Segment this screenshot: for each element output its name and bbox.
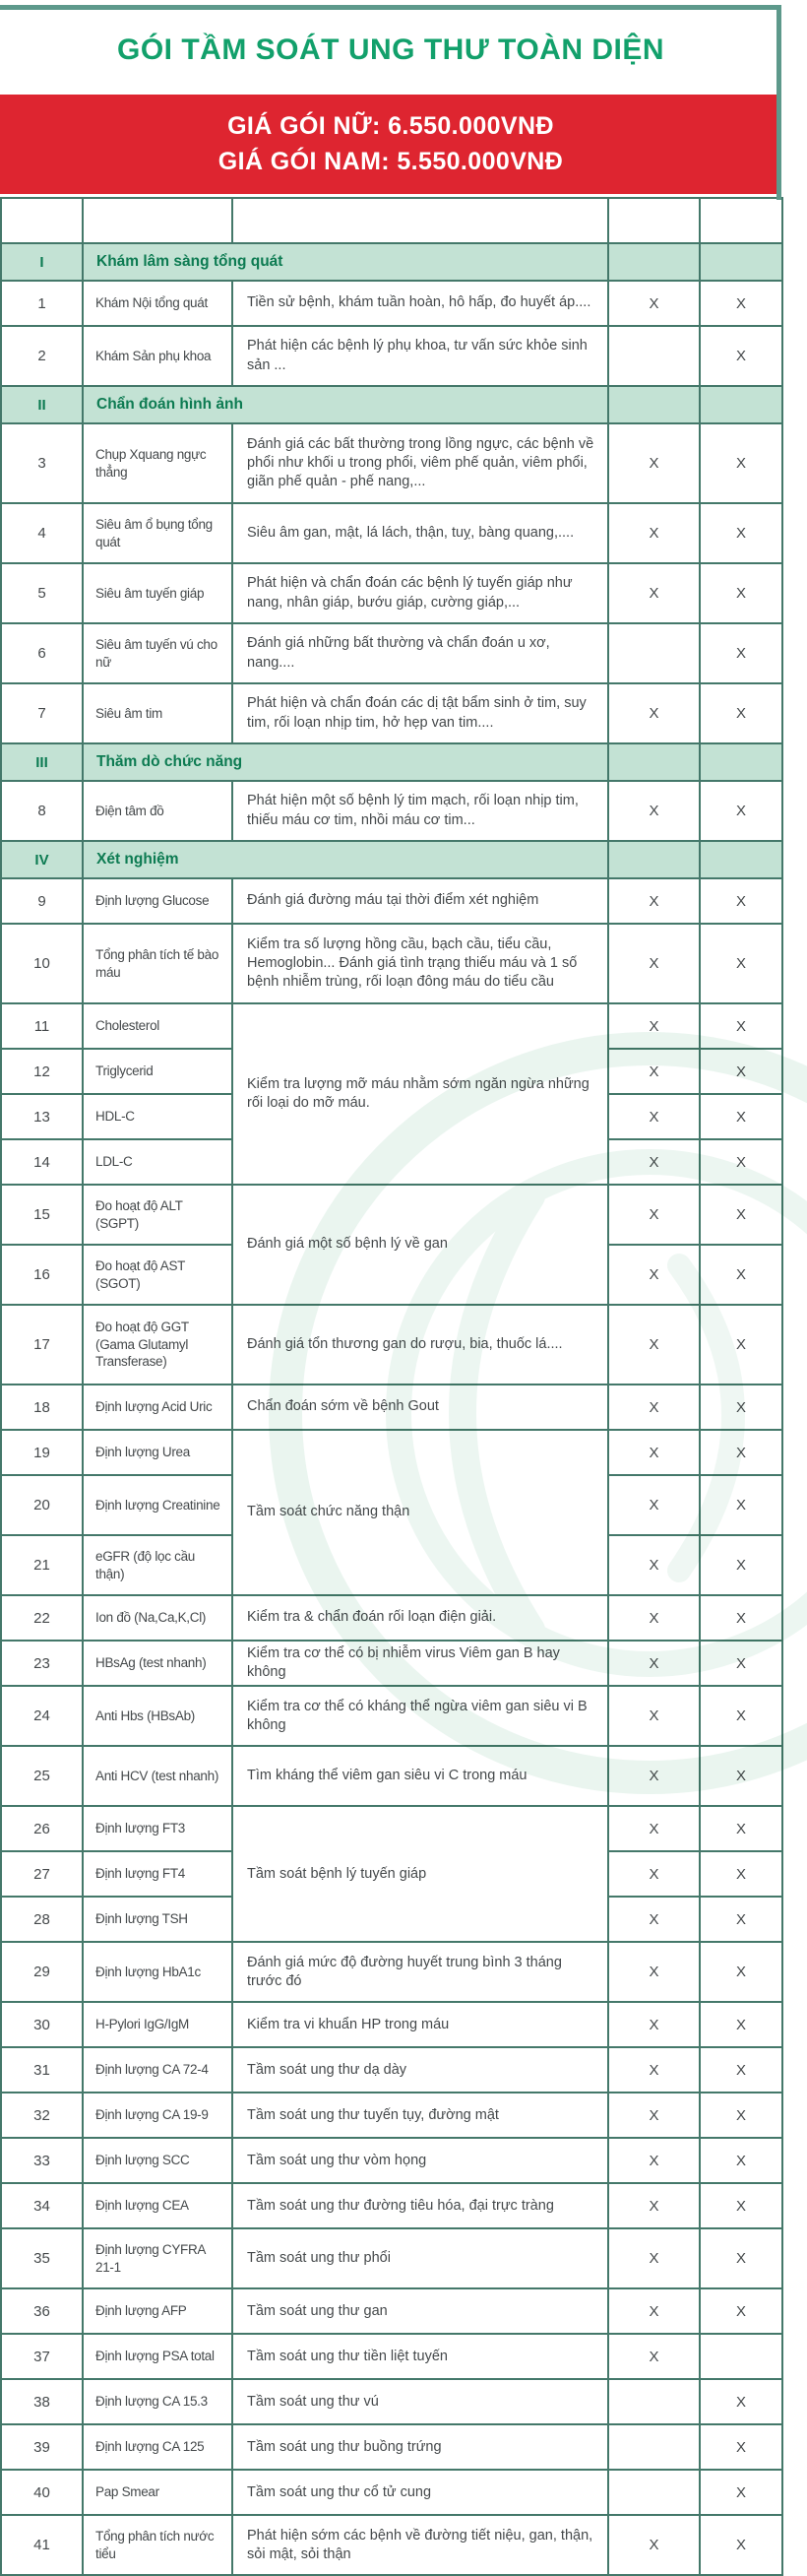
- meaning-cell: Tầm soát ung thư buồng trứng: [232, 2424, 608, 2470]
- stt-cell: 14: [1, 1139, 83, 1185]
- nam-cell: X: [608, 1535, 700, 1595]
- nu-cell: X: [700, 1245, 782, 1305]
- stt-cell: 38: [1, 2379, 83, 2424]
- right-edge-strip: [776, 5, 781, 200]
- nam-cell: X: [608, 1185, 700, 1245]
- meaning-cell: Đánh giá các bất thường trong lồng ngực, các bệnh về phổi như khối u trong phổi, viêm phế quản, viêm phổi, giãn phế quản - phế nang,...: [232, 423, 608, 503]
- nu-cell: X: [700, 1139, 782, 1185]
- table-row: [1, 1185, 782, 1245]
- category-cell: Định lượng Creatinine: [83, 1475, 232, 1535]
- meaning-cell: Đánh giá tổn thương gan do rượu, bia, thuốc lá....: [232, 1305, 608, 1385]
- category-cell: Khám Sản phụ khoa: [83, 326, 232, 386]
- category-cell: Đo hoạt độ ALT (SGPT): [83, 1185, 232, 1245]
- stt-cell: 10: [1, 924, 83, 1003]
- nam-cell: X: [608, 1897, 700, 1942]
- nu-cell: X: [700, 2379, 782, 2424]
- stt-cell: 37: [1, 2334, 83, 2379]
- section-row: [1, 743, 782, 781]
- stt-cell: 34: [1, 2183, 83, 2228]
- table-row: [1, 1430, 782, 1475]
- stt-cell: 15: [1, 1185, 83, 1245]
- nam-cell: X: [608, 1094, 700, 1139]
- category-cell: Định lượng PSA total: [83, 2334, 232, 2379]
- nu-cell: X: [700, 1746, 782, 1806]
- meaning-cell: Tầm soát ung thư gan: [232, 2288, 608, 2334]
- meaning-cell: Tầm soát bệnh lý tuyến giáp: [232, 1806, 608, 1942]
- nu-cell: X: [700, 2002, 782, 2047]
- meaning-cell: Tầm soát ung thư vú: [232, 2379, 608, 2424]
- stt-cell: 35: [1, 2228, 83, 2288]
- stt-cell: 4: [1, 503, 83, 563]
- category-cell: Tổng phân tích tế bào máu: [83, 924, 232, 1003]
- nam-cell: X: [608, 503, 700, 563]
- top-edge-strip: [0, 5, 781, 10]
- stt-cell: 22: [1, 1595, 83, 1641]
- nam-cell: X: [608, 1139, 700, 1185]
- nu-cell: X: [700, 878, 782, 924]
- nam-cell: [608, 841, 700, 878]
- table-row: [1, 781, 782, 841]
- nam-cell: X: [608, 2138, 700, 2183]
- nam-cell: X: [608, 423, 700, 503]
- table-row: [1, 2334, 782, 2379]
- page-title: GÓI TẦM SOÁT UNG THƯ TOÀN DIỆN: [117, 32, 664, 66]
- nu-cell: X: [700, 2138, 782, 2183]
- screening-table-body: [1, 243, 782, 2575]
- category-cell: Định lượng AFP: [83, 2288, 232, 2334]
- meaning-cell: Tầm soát ung thư tiền liệt tuyến: [232, 2334, 608, 2379]
- nu-cell: X: [700, 2093, 782, 2138]
- stt-cell: 1: [1, 281, 83, 326]
- stt-cell: 8: [1, 781, 83, 841]
- meaning-cell: Kiểm tra cơ thể có kháng thể ngừa viêm gan siêu vi B không: [232, 1686, 608, 1746]
- section-number-cell: I: [1, 243, 83, 281]
- meaning-cell: Kiểm tra cơ thể có bị nhiễm virus Viêm gan B hay không: [232, 1641, 608, 1686]
- nu-cell: X: [700, 1475, 782, 1535]
- category-cell: Điện tâm đồ: [83, 781, 232, 841]
- stt-cell: 23: [1, 1641, 83, 1686]
- stt-cell: 31: [1, 2047, 83, 2093]
- category-cell: HBsAg (test nhanh): [83, 1641, 232, 1686]
- nam-cell: [608, 2379, 700, 2424]
- stt-cell: 36: [1, 2288, 83, 2334]
- section-number-cell: IV: [1, 841, 83, 878]
- nu-cell: X: [700, 2515, 782, 2575]
- table-row: [1, 1806, 782, 1851]
- nam-cell: X: [608, 1746, 700, 1806]
- nu-cell: X: [700, 1094, 782, 1139]
- stt-cell: 11: [1, 1003, 83, 1049]
- table-row: [1, 2047, 782, 2093]
- stt-cell: 19: [1, 1430, 83, 1475]
- table-row: [1, 1385, 782, 1430]
- category-cell: Anti HCV (test nhanh): [83, 1746, 232, 1806]
- nam-cell: X: [608, 1049, 700, 1094]
- nam-cell: [608, 743, 700, 781]
- nu-cell: [700, 243, 782, 281]
- nam-cell: X: [608, 1245, 700, 1305]
- nu-cell: X: [700, 1942, 782, 2002]
- category-cell: LDL-C: [83, 1139, 232, 1185]
- nam-cell: X: [608, 2515, 700, 2575]
- nam-cell: X: [608, 1641, 700, 1686]
- category-cell: H-Pylori IgG/IgM: [83, 2002, 232, 2047]
- meaning-cell: Siêu âm gan, mật, lá lách, thận, tuỵ, bàng quang,....: [232, 503, 608, 563]
- nu-cell: X: [700, 1897, 782, 1942]
- nu-cell: X: [700, 1851, 782, 1897]
- table-row: [1, 503, 782, 563]
- nam-cell: X: [608, 2093, 700, 2138]
- table-row: [1, 2093, 782, 2138]
- table-row: [1, 1305, 782, 1385]
- section-row: [1, 243, 782, 281]
- category-cell: Định lượng TSH: [83, 1897, 232, 1942]
- table-row: [1, 2288, 782, 2334]
- table-row: [1, 2228, 782, 2288]
- category-cell: Định lượng Glucose: [83, 878, 232, 924]
- category-cell: Định lượng CA 15.3: [83, 2379, 232, 2424]
- table-row: [1, 2424, 782, 2470]
- table-row: [1, 2379, 782, 2424]
- nam-cell: X: [608, 1430, 700, 1475]
- category-cell: Triglycerid: [83, 1049, 232, 1094]
- table-row: [1, 563, 782, 623]
- category-cell: Cholesterol: [83, 1003, 232, 1049]
- stt-cell: 5: [1, 563, 83, 623]
- stt-cell: 21: [1, 1535, 83, 1595]
- category-cell: Chụp Xquang ngực thẳng: [83, 423, 232, 503]
- meaning-cell: Tầm soát ung thư phổi: [232, 2228, 608, 2288]
- stt-cell: 33: [1, 2138, 83, 2183]
- meaning-cell: Chẩn đoán sớm về bệnh Gout: [232, 1385, 608, 1430]
- meaning-cell: Tiền sử bệnh, khám tuần hoàn, hô hấp, đo huyết áp....: [232, 281, 608, 326]
- page-root: [0, 5, 781, 2562]
- nam-cell: X: [608, 1003, 700, 1049]
- stt-cell: 9: [1, 878, 83, 924]
- section-label-cell: Thăm dò chức năng: [83, 743, 608, 781]
- meaning-cell: Đánh giá mức độ đường huyết trung bình 3 tháng trước đó: [232, 1942, 608, 2002]
- category-cell: Định lượng CYFRA 21-1: [83, 2228, 232, 2288]
- meaning-cell: Đánh giá đường máu tại thời điểm xét nghiệm: [232, 878, 608, 924]
- meaning-cell: Kiểm tra vi khuẩn HP trong máu: [232, 2002, 608, 2047]
- nam-cell: X: [608, 1806, 700, 1851]
- meaning-cell: Tầm soát ung thư tuyến tụy, đường mật: [232, 2093, 608, 2138]
- stt-cell: 16: [1, 1245, 83, 1305]
- category-cell: Định lượng CA 72-4: [83, 2047, 232, 2093]
- nam-cell: [608, 243, 700, 281]
- stt-cell: 28: [1, 1897, 83, 1942]
- category-cell: Định lượng HbA1c: [83, 1942, 232, 2002]
- nu-cell: X: [700, 683, 782, 743]
- meaning-cell: Phát hiện và chẩn đoán các bệnh lý tuyến giáp như nang, nhân giáp, bướu giáp, cường giáp,...: [232, 563, 608, 623]
- nam-cell: X: [608, 2334, 700, 2379]
- meaning-cell: Kiểm tra số lượng hồng cầu, bạch cầu, tiểu cầu, Hemoglobin... Đánh giá tình trạng thiếu máu và 1 số bệnh nhiễm trùng, rối loạn đông máu do tiểu cầu: [232, 924, 608, 1003]
- nu-cell: X: [700, 423, 782, 503]
- table-row: [1, 924, 782, 1003]
- nu-cell: X: [700, 326, 782, 386]
- nu-cell: X: [700, 1806, 782, 1851]
- nam-cell: X: [608, 1595, 700, 1641]
- meaning-cell: Tầm soát chức năng thận: [232, 1430, 608, 1595]
- nam-cell: X: [608, 1305, 700, 1385]
- stt-cell: 13: [1, 1094, 83, 1139]
- section-number-cell: II: [1, 386, 83, 423]
- stt-cell: 6: [1, 623, 83, 683]
- table-row: [1, 2183, 782, 2228]
- nu-cell: X: [700, 924, 782, 1003]
- nam-cell: X: [608, 281, 700, 326]
- nu-cell: X: [700, 2288, 782, 2334]
- nam-cell: X: [608, 1851, 700, 1897]
- nu-cell: X: [700, 2047, 782, 2093]
- table-row: [1, 1641, 782, 1686]
- meaning-cell: Tầm soát ung thư dạ dày: [232, 2047, 608, 2093]
- table-header-row: [1, 198, 782, 243]
- stt-cell: 3: [1, 423, 83, 503]
- price-line-male: GIÁ GÓI NAM: 5.550.000VNĐ: [217, 148, 564, 175]
- table-row: [1, 1595, 782, 1641]
- meaning-cell: Kiểm tra lượng mỡ máu nhằm sớm ngăn ngừa những rối loại do mỡ máu.: [232, 1003, 608, 1185]
- nu-cell: X: [700, 2228, 782, 2288]
- screening-table: [0, 197, 783, 2576]
- meaning-cell: Phát hiện sớm các bệnh về đường tiết niệu, gan, thận, sỏi mật, sỏi thận: [232, 2515, 608, 2575]
- category-cell: Đo hoạt độ GGT (Gama Glutamyl Transferase): [83, 1305, 232, 1385]
- table-row: [1, 423, 782, 503]
- stt-cell: 24: [1, 1686, 83, 1746]
- table-row: [1, 1003, 782, 1049]
- table-row: [1, 281, 782, 326]
- table-row: [1, 1746, 782, 1806]
- category-cell: Siêu âm tim: [83, 683, 232, 743]
- meaning-cell: Phát hiện một số bệnh lý tim mạch, rối loạn nhịp tim, thiếu máu cơ tim, nhồi máu cơ tim...: [232, 781, 608, 841]
- column-header-nu: NỮ: [700, 198, 782, 243]
- stt-cell: 39: [1, 2424, 83, 2470]
- category-cell: Định lượng CEA: [83, 2183, 232, 2228]
- nu-cell: X: [700, 281, 782, 326]
- meaning-cell: Tầm soát ung thư đường tiêu hóa, đại trực tràng: [232, 2183, 608, 2228]
- nu-cell: X: [700, 1595, 782, 1641]
- category-cell: Khám Nội tổng quát: [83, 281, 232, 326]
- stt-cell: 29: [1, 1942, 83, 2002]
- nu-cell: X: [700, 1385, 782, 1430]
- stt-cell: 20: [1, 1475, 83, 1535]
- table-row: [1, 2470, 782, 2515]
- table-row: [1, 1686, 782, 1746]
- nu-cell: X: [700, 2470, 782, 2515]
- nu-cell: X: [700, 1049, 782, 1094]
- nam-cell: X: [608, 2183, 700, 2228]
- nam-cell: X: [608, 2002, 700, 2047]
- table-row: [1, 683, 782, 743]
- nu-cell: X: [700, 2183, 782, 2228]
- nam-cell: [608, 623, 700, 683]
- table-row: [1, 623, 782, 683]
- nu-cell: X: [700, 1185, 782, 1245]
- nam-cell: X: [608, 1686, 700, 1746]
- section-label-cell: Chẩn đoán hình ảnh: [83, 386, 608, 423]
- meaning-cell: Phát hiện các bệnh lý phụ khoa, tư vấn sức khỏe sinh sản ...: [232, 326, 608, 386]
- nam-cell: [608, 2470, 700, 2515]
- nam-cell: X: [608, 563, 700, 623]
- category-cell: Pap Smear: [83, 2470, 232, 2515]
- nam-cell: [608, 386, 700, 423]
- nu-cell: X: [700, 1686, 782, 1746]
- stt-cell: 17: [1, 1305, 83, 1385]
- category-cell: Định lượng Acid Uric: [83, 1385, 232, 1430]
- nam-cell: X: [608, 781, 700, 841]
- nam-cell: X: [608, 878, 700, 924]
- stt-cell: 7: [1, 683, 83, 743]
- nu-cell: [700, 841, 782, 878]
- table-row: [1, 2138, 782, 2183]
- nu-cell: X: [700, 1535, 782, 1595]
- meaning-cell: Đánh giá những bất thường và chẩn đoán u xơ, nang....: [232, 623, 608, 683]
- stt-cell: 25: [1, 1746, 83, 1806]
- stt-cell: 40: [1, 2470, 83, 2515]
- category-cell: Siêu âm ổ bụng tổng quát: [83, 503, 232, 563]
- nam-cell: [608, 2424, 700, 2470]
- stt-cell: 32: [1, 2093, 83, 2138]
- category-cell: Định lượng CA 125: [83, 2424, 232, 2470]
- meaning-cell: Phát hiện và chẩn đoán các dị tật bẩm sinh ở tim, suy tim, rối loạn nhịp tim, hở hẹp van tim....: [232, 683, 608, 743]
- price-banner: [0, 95, 781, 194]
- nu-cell: [700, 743, 782, 781]
- category-cell: Định lượng SCC: [83, 2138, 232, 2183]
- category-cell: eGFR (độ lọc cầu thận): [83, 1535, 232, 1595]
- section-number-cell: III: [1, 743, 83, 781]
- nam-cell: X: [608, 2288, 700, 2334]
- category-cell: HDL-C: [83, 1094, 232, 1139]
- category-cell: Siêu âm tuyến vú cho nữ: [83, 623, 232, 683]
- nu-cell: [700, 386, 782, 423]
- stt-cell: 41: [1, 2515, 83, 2575]
- stt-cell: 27: [1, 1851, 83, 1897]
- stt-cell: 30: [1, 2002, 83, 2047]
- nu-cell: X: [700, 2424, 782, 2470]
- table-row: [1, 878, 782, 924]
- meaning-cell: Đánh giá một số bệnh lý về gan: [232, 1185, 608, 1305]
- table-row: [1, 1942, 782, 2002]
- stt-cell: 18: [1, 1385, 83, 1430]
- category-cell: Ion đồ (Na,Ca,K,Cl): [83, 1595, 232, 1641]
- nu-cell: X: [700, 503, 782, 563]
- stt-cell: 2: [1, 326, 83, 386]
- table-row: [1, 326, 782, 386]
- section-label-cell: Khám lâm sàng tổng quát: [83, 243, 608, 281]
- category-cell: Định lượng Urea: [83, 1430, 232, 1475]
- section-row: [1, 841, 782, 878]
- section-label-cell: Xét nghiệm: [83, 841, 608, 878]
- nam-cell: [608, 326, 700, 386]
- nu-cell: X: [700, 623, 782, 683]
- nu-cell: X: [700, 1430, 782, 1475]
- meaning-cell: Tầm soát ung thư cổ tử cung: [232, 2470, 608, 2515]
- table-row: [1, 2515, 782, 2575]
- column-header-stt: STT: [1, 198, 83, 243]
- nam-cell: X: [608, 1385, 700, 1430]
- category-cell: Đo hoạt độ AST (SGOT): [83, 1245, 232, 1305]
- category-cell: Tổng phân tích nước tiểu: [83, 2515, 232, 2575]
- table-row: [1, 2002, 782, 2047]
- stt-cell: 12: [1, 1049, 83, 1094]
- category-cell: Định lượng CA 19-9: [83, 2093, 232, 2138]
- nu-cell: X: [700, 1305, 782, 1385]
- column-header-category: DANH MỤC: [83, 198, 232, 243]
- nam-cell: X: [608, 2047, 700, 2093]
- section-row: [1, 386, 782, 423]
- meaning-cell: Tầm soát ung thư vòm họng: [232, 2138, 608, 2183]
- column-header-nam: NAM: [608, 198, 700, 243]
- nam-cell: X: [608, 1942, 700, 2002]
- meaning-cell: Tìm kháng thể viêm gan siêu vi C trong máu: [232, 1746, 608, 1806]
- nam-cell: X: [608, 1475, 700, 1535]
- nu-cell: X: [700, 563, 782, 623]
- category-cell: Anti Hbs (HBsAb): [83, 1686, 232, 1746]
- nu-cell: X: [700, 781, 782, 841]
- nam-cell: X: [608, 2228, 700, 2288]
- nam-cell: X: [608, 683, 700, 743]
- category-cell: Siêu âm tuyến giáp: [83, 563, 232, 623]
- nu-cell: X: [700, 1641, 782, 1686]
- stt-cell: 26: [1, 1806, 83, 1851]
- page-header: [0, 5, 781, 95]
- nam-cell: X: [608, 924, 700, 1003]
- nu-cell: [700, 2334, 782, 2379]
- category-cell: Định lượng FT4: [83, 1851, 232, 1897]
- column-header-meaning: Ý NGHĨA: [232, 198, 608, 243]
- nu-cell: X: [700, 1003, 782, 1049]
- price-line-female: GIÁ GÓI NỮ: 6.550.000VNĐ: [227, 112, 554, 140]
- meaning-cell: Kiểm tra & chẩn đoán rối loạn điện giải.: [232, 1595, 608, 1641]
- category-cell: Định lượng FT3: [83, 1806, 232, 1851]
